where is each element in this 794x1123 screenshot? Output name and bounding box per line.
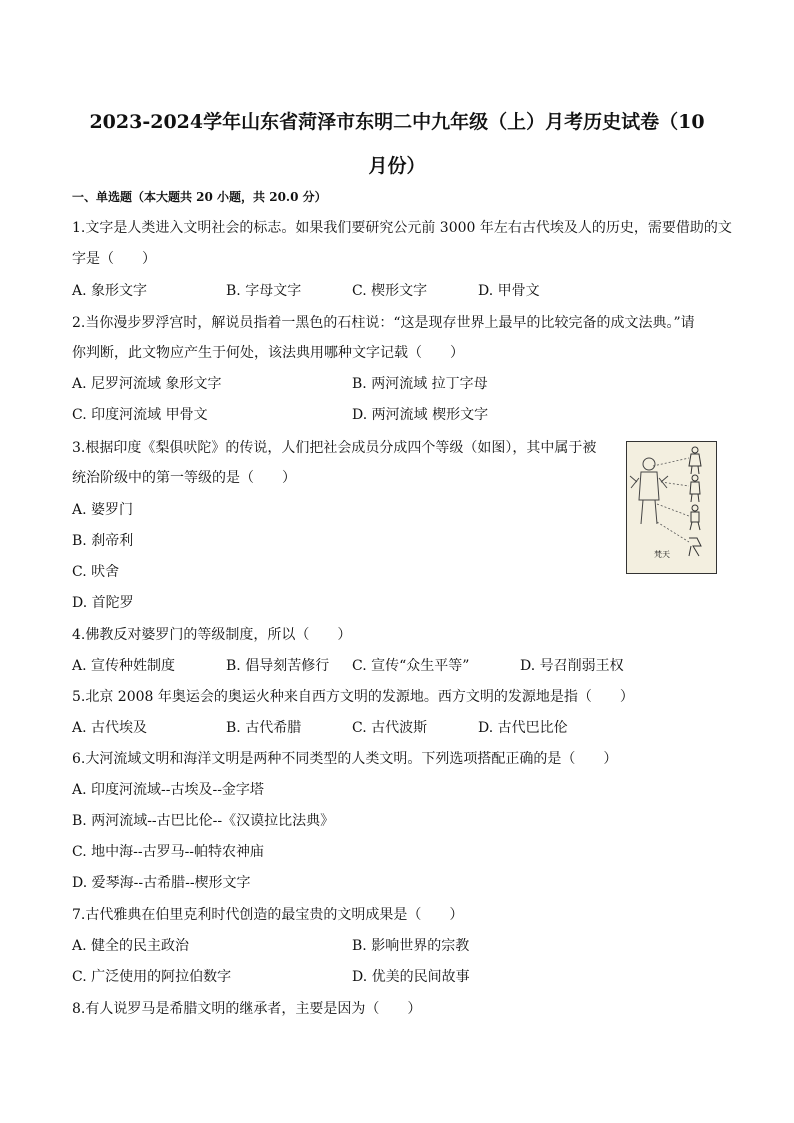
figure-label-brahma: 梵天 (654, 550, 670, 559)
question-2-text-line-1: 2.当你漫步罗浮宫时，解说员指着一黑色的石柱说：“这是现存世界上最早的比较完备的成文法典。”请 (72, 315, 695, 331)
question-7-option-c: C. 广泛使用的阿拉伯数字 (72, 969, 232, 985)
question-3-text-line-2: 统治阶级中的第一等级的是（ ） (72, 470, 296, 486)
question-2-option-d: D. 两河流域 楔形文字 (352, 407, 489, 423)
section-heading: 一、单选题（本大题共 20 小题，共 20.0 分） (72, 190, 327, 204)
question-6-option-d: D. 爱琴海--古希腊--楔形文字 (72, 875, 251, 891)
question-3-option-a: A. 婆罗门 (72, 502, 134, 518)
question-8-text: 8.有人说罗马是希腊文明的继承者，主要是因为（ ） (72, 1001, 422, 1017)
question-5-option-b: B. 古代希腊 (226, 720, 302, 736)
question-7-option-a: A. 健全的民主政治 (72, 938, 190, 954)
question-6-text: 6.大河流域文明和海洋文明是两种不同类型的人类文明。下列选项搭配正确的是（ ） (72, 751, 618, 767)
exam-title-line-2: 月份） (368, 155, 426, 177)
question-4-option-d: D. 号召削弱王权 (520, 658, 624, 674)
question-2-option-c: C. 印度河流域 甲骨文 (72, 407, 208, 423)
question-5-option-c: C. 古代波斯 (352, 720, 428, 736)
question-3-option-d: D. 首陀罗 (72, 595, 134, 611)
exam-title (60, 100, 734, 188)
exam-title-line-1: 2023-2024学年山东省菏泽市东明二中九年级（上）月考历史试卷（10 (89, 111, 705, 133)
question-5-text: 5.北京 2008 年奥运会的奥运火种来自西方文明的发源地。西方文明的发源地是指（ ） (72, 689, 634, 705)
question-1-option-b: B. 字母文字 (226, 283, 302, 299)
question-3-option-b: B. 刹帝利 (72, 533, 134, 549)
question-3-option-c: C. 吠舍 (72, 564, 120, 580)
question-6-option-a: A. 印度河流域--古埃及--金字塔 (72, 782, 264, 798)
varna-hierarchy-illustration (626, 441, 717, 574)
question-4-option-c: C. 宣传“众生平等” (352, 658, 470, 674)
question-6-option-b: B. 两河流域--古巴比伦--《汉谟拉比法典》 (72, 813, 335, 829)
question-4-option-b: B. 倡导刻苦修行 (226, 658, 330, 674)
question-4-option-a: A. 宣传种姓制度 (72, 658, 176, 674)
question-7-text: 7.古代雅典在伯里克利时代创造的最宝贵的文明成果是（ ） (72, 907, 464, 923)
question-7-option-b: B. 影响世界的宗教 (352, 938, 470, 954)
question-2-option-a: A. 尼罗河流域 象形文字 (72, 376, 222, 392)
question-7-option-d: D. 优美的民间故事 (352, 969, 470, 985)
question-5-option-d: D. 古代巴比伦 (478, 720, 568, 736)
question-6-option-c: C. 地中海--古罗马--帕特农神庙 (72, 844, 265, 860)
question-1-option-c: C. 楔形文字 (352, 283, 428, 299)
question-1-option-d: D. 甲骨文 (478, 283, 540, 299)
brahma-figure-drawing (627, 442, 716, 573)
question-1-text-line-1: 1.文字是人类进入文明社会的标志。如果我们要研究公元前 3000 年左右古代埃及人的历史，需要借助的文 (72, 220, 732, 236)
question-2-text-line-2: 你判断，此文物应产生于何处，该法典用哪种文字记载（ ） (72, 345, 464, 361)
question-5-option-a: A. 古代埃及 (72, 720, 148, 736)
question-3-text-line-1: 3.根据印度《梨俱吠陀》的传说，人们把社会成员分成四个等级（如图），其中属于被 (72, 440, 597, 456)
question-2-option-b: B. 两河流域 拉丁字母 (352, 376, 488, 392)
question-1-text-line-2: 字是（ ） (72, 251, 156, 267)
question-1-option-a: A. 象形文字 (72, 283, 148, 299)
question-4-text: 4.佛教反对婆罗门的等级制度，所以（ ） (72, 627, 352, 643)
